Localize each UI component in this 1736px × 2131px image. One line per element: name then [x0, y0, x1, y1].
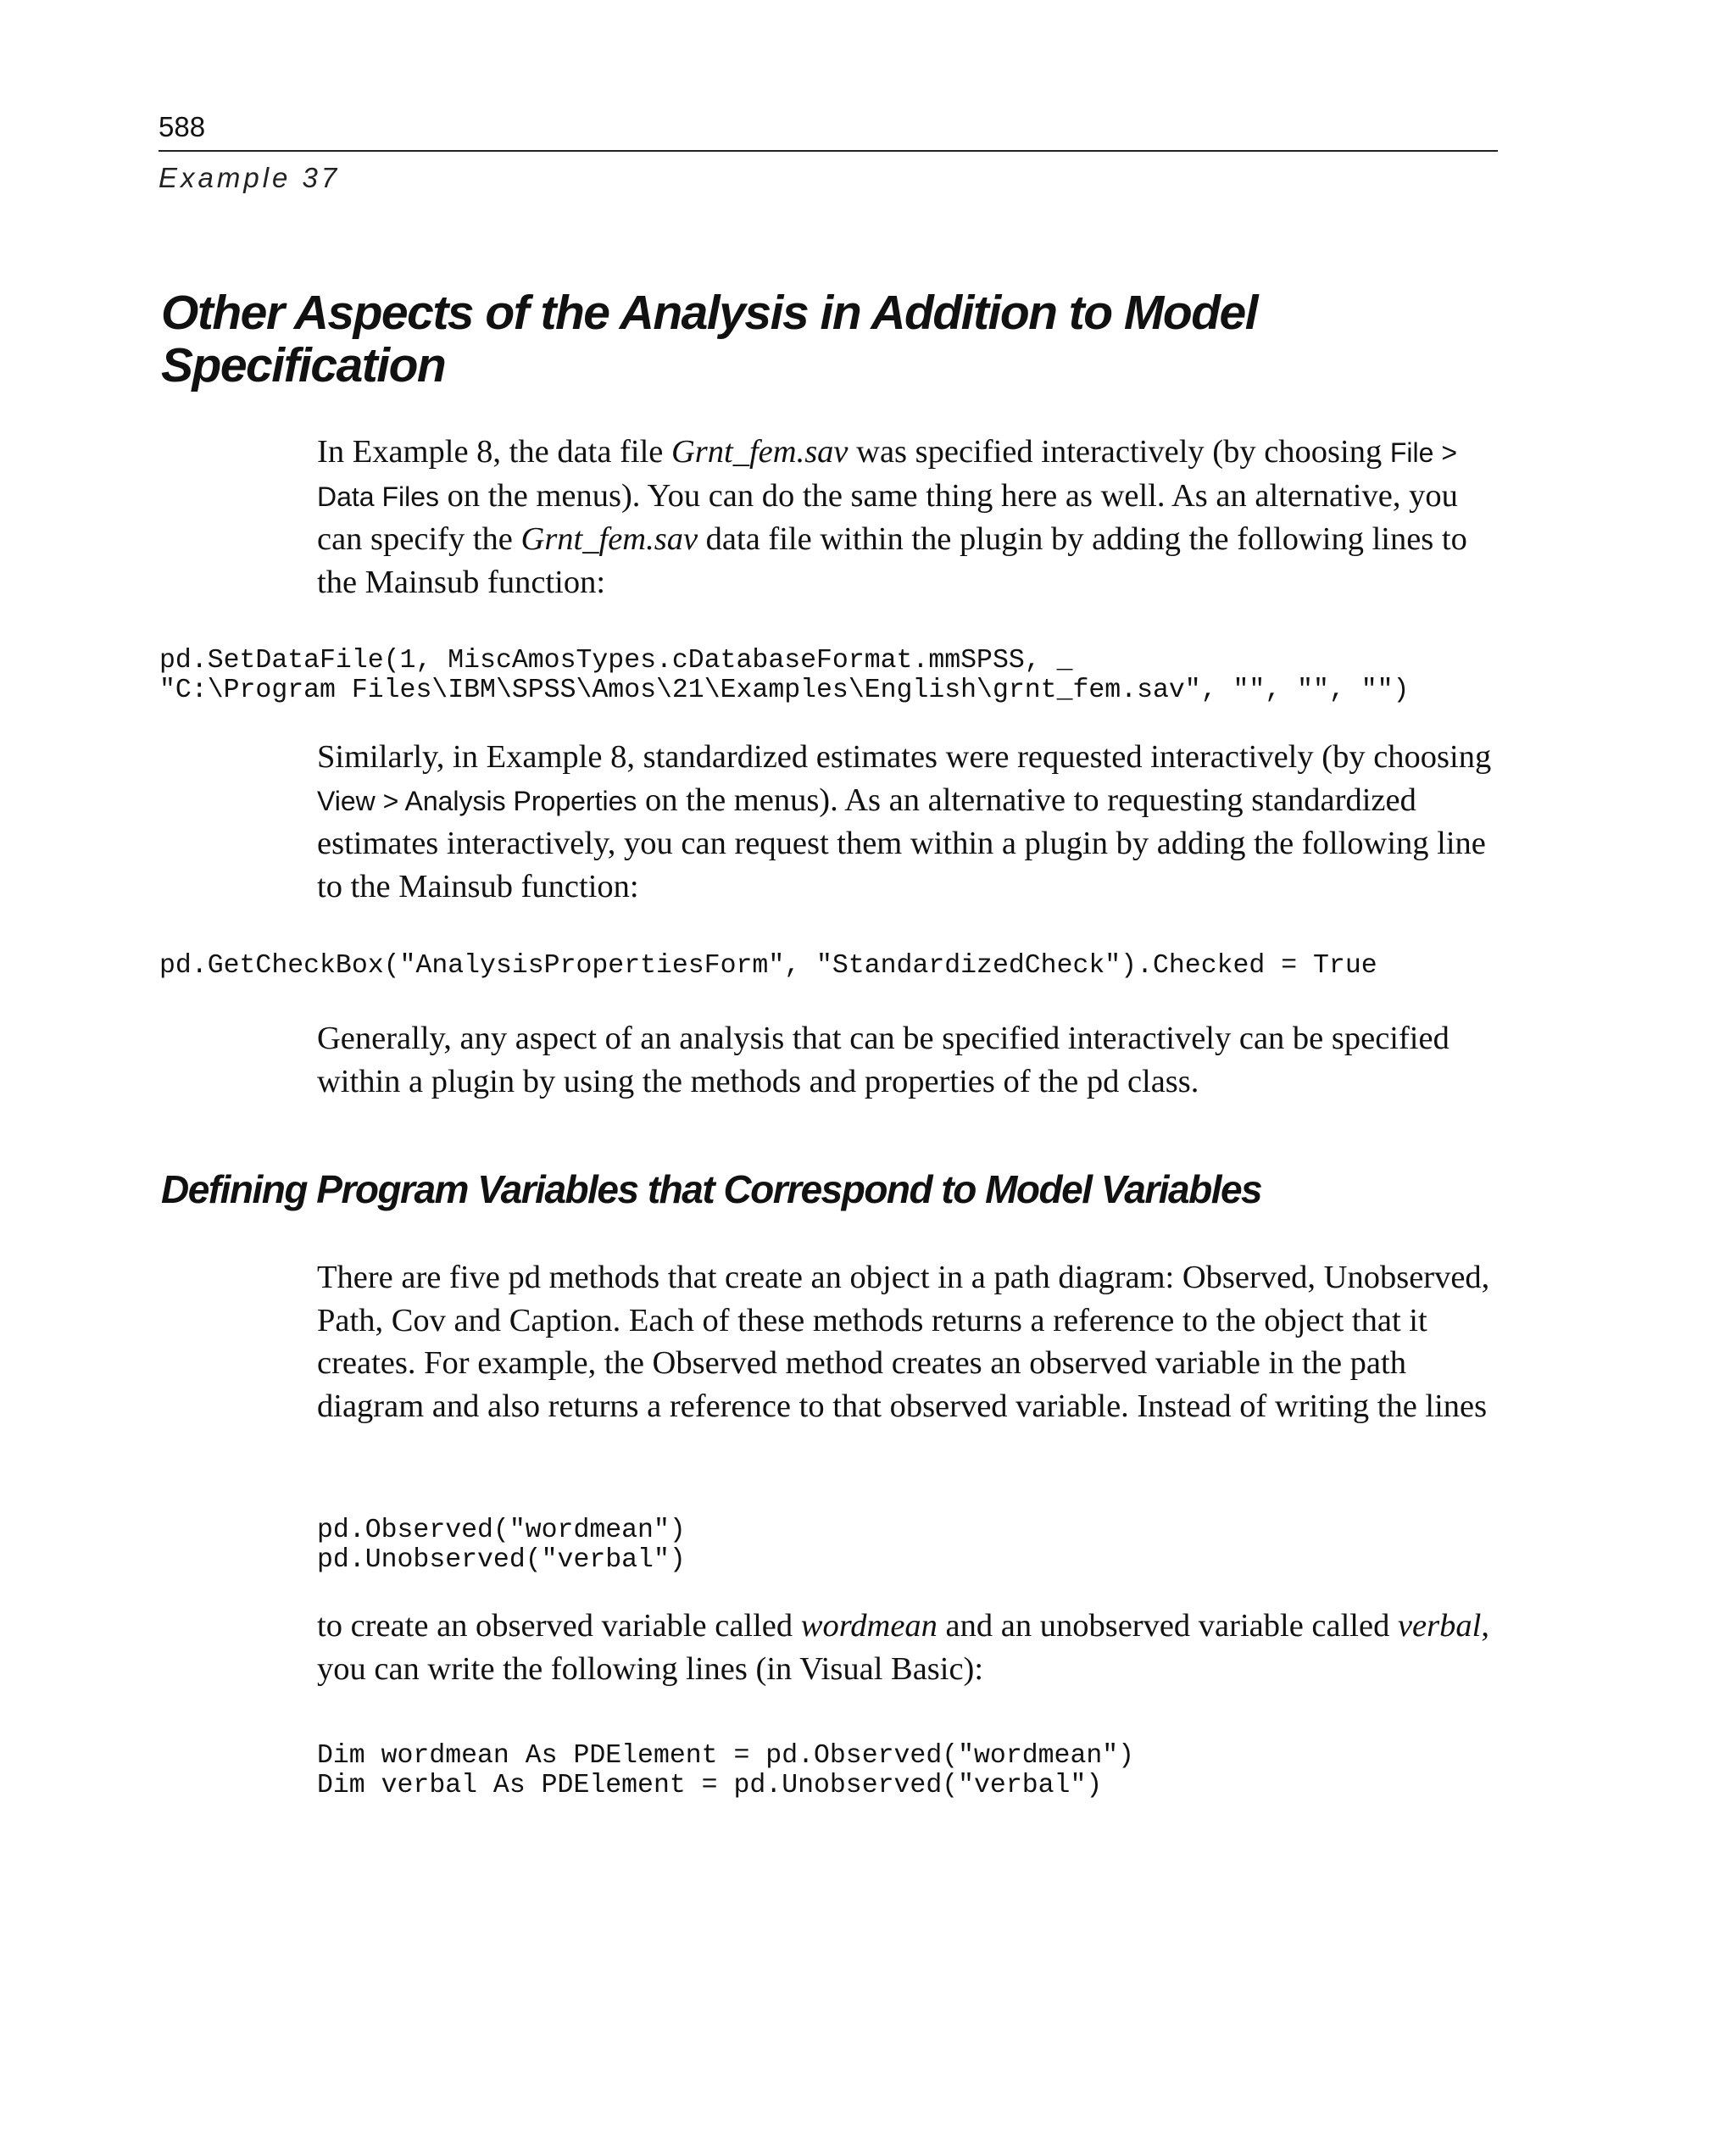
page-number: 588 [159, 111, 206, 142]
code-line: "C:\Program Files\IBM\SPSS\Amos\21\Examples\English\grnt_fem.sav", "", "", "") [159, 676, 1410, 705]
filename-grnt-fem: Grnt_fem.sav [520, 521, 698, 557]
paragraph-pd-methods: There are five pd methods that create an object in a path diagram: Observed, Unobserved, Path, Cov and Caption. Each of these methods returns a reference to the object that it creates. For example, the Observed method creates an observed variable in the path diagram and also returns a reference to that observed variable. Instead of writing the lines [317, 1260, 1490, 1424]
code-dim-pdelement [317, 1741, 1134, 1800]
code-line: pd.SetDataFile(1, MiscAmosTypes.cDatabaseFormat.mmSPSS, _ [159, 646, 1073, 676]
code-observed-unobserved [317, 1516, 686, 1575]
section-heading-other-aspects [161, 287, 1433, 392]
variable-verbal: verbal [1397, 1608, 1482, 1644]
menu-analysis-properties: Analysis Properties [404, 785, 637, 816]
filename-grnt-fem: Grnt_fem.sav [671, 434, 849, 470]
code-line: Dim verbal As PDElement = pd.Unobserved("verbal") [317, 1771, 1103, 1800]
code-line: pd.Unobserved("verbal") [317, 1545, 686, 1575]
code-set-data-file [159, 646, 1409, 705]
header-rule [159, 150, 1498, 152]
running-head: Example 37 [159, 162, 341, 193]
menu-view: View [317, 785, 376, 816]
paragraph-generally: Generally, any aspect of an analysis that can be specified interactively can be specified within a plugin by using the methods and properties of the pd class. [317, 1021, 1449, 1099]
paragraph-data-file: In Example 8, the data file Grnt_fem.sav was specified interactively (by choosing File > Data Files on the menus). You can do the same thing here as well. As an alternative, you can specify the Grnt_fem.sav data file within the plugin by adding the following lines to the Mainsub function: [317, 434, 1467, 600]
section-heading-line-2: Specification [161, 338, 446, 392]
paragraph-create-variables: to create an observed variable called wordmean and an unobserved variable called verbal, you can write the following lines (in Visual Basic): [317, 1608, 1489, 1687]
code-line: Dim wordmean As PDElement = pd.Observed("wordmean") [317, 1741, 1135, 1771]
code-line: pd.Observed("wordmean") [317, 1516, 686, 1545]
menu-file: File [1389, 437, 1434, 468]
menu-data-files: Data Files [317, 481, 440, 512]
variable-wordmean: wordmean [800, 1608, 938, 1644]
section-heading-line-1: Other Aspects of the Analysis in Addition to Model [161, 286, 1258, 340]
menu-separator: > [1433, 437, 1458, 468]
paragraph-standardized-estimates: Similarly, in Example 8, standardized estimates were requested interactively (by choosing View > Analysis Properties on the menus). As an alternative to requesting standardized estimates interactively, you can request them within a plugin by adding the following line to the Mainsub function: [317, 739, 1492, 904]
section-heading-program-variables: Defining Program Variables that Correspond to Model Variables [161, 1167, 1262, 1211]
menu-separator: > [375, 785, 405, 816]
code-get-checkbox: pd.GetCheckBox("AnalysisPropertiesForm", "StandardizedCheck").Checked = True [159, 951, 1377, 981]
